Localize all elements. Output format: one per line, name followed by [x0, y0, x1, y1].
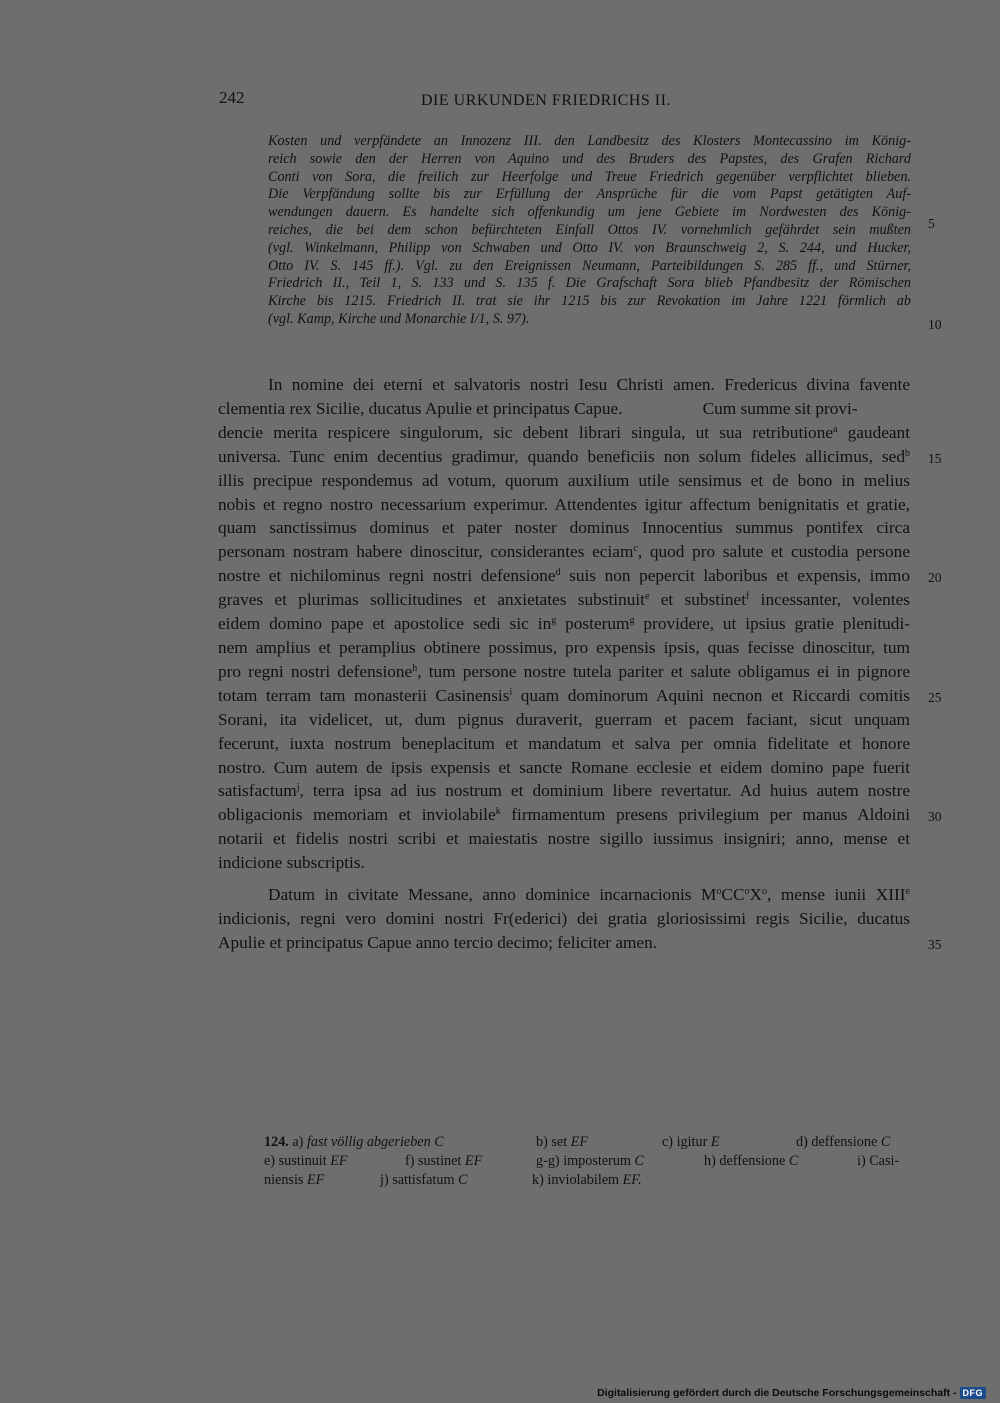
text-fragment: dencie merita respicere singulorum, sic debent librari singula, ut sua retributione — [218, 422, 834, 442]
text-fragment: indicionis, regni vero domini nostri Fr(ederici) dei gratia gloriosissimi regis Sicilie, ducatus — [218, 908, 910, 928]
apparatus-line — [264, 1133, 910, 1152]
note-label: i) — [857, 1153, 866, 1169]
text-fragment: fecerunt, iuxta nostrum beneplacitum et mandatum et salva per omnia fidelitate et honore — [218, 733, 910, 753]
page-number: 242 — [219, 88, 245, 107]
note-text: igitur — [676, 1134, 708, 1150]
line-number: 25 — [928, 690, 942, 705]
text-fragment: , mense iunii XIII — [766, 885, 906, 905]
text-fragment: illis precipue respondemus ad votum, quorum auxilium utile sensimus et de bono in melius — [218, 470, 910, 490]
note-text: deffensione — [719, 1153, 786, 1169]
note-text: deffensione — [811, 1134, 878, 1150]
text-line — [218, 564, 910, 588]
apparatus-line — [264, 1171, 910, 1190]
note-label: f) — [405, 1153, 415, 1169]
commentary-line: Conti von Sora, die freilich zur Heerfolge und Treue Friedrich gegenüber verpflichtet blieben. — [268, 168, 911, 185]
text-fragment: CC — [721, 885, 745, 905]
commentary-line: reich sowie den der Herren von Aquino und des Bruders des Papstes, des Grafen Richard — [268, 150, 911, 167]
commentary-line: Kirche bis 1215. Friedrich II. trat sie ihr 1215 bis zur Revokation im Jahre 1221 förmlich ab — [268, 293, 911, 310]
text-line — [218, 469, 910, 493]
text-fragment: , tum persone nostre tutela pariter et salute obligamus ei in pignore — [417, 661, 910, 681]
footnote-marker: i — [509, 686, 513, 698]
line-number: 15 — [928, 451, 942, 466]
note-text: inviolabilem — [547, 1172, 620, 1188]
text-fragment: satisfactum — [218, 781, 297, 801]
note-label: a) — [292, 1134, 304, 1150]
note-label: e) — [264, 1153, 276, 1169]
text-fragment: nobis et regno nostro necessarium experimur. Attendentes igitur affectum benignitatis et gratie, — [218, 494, 910, 514]
superscript: o — [744, 886, 750, 898]
text-fragment: obligacionis memoriam et inviolabile — [218, 805, 496, 825]
text-fragment: graves et plurimas sollicitudines et anxietates substinuit — [218, 590, 645, 610]
siglum: EF — [306, 1172, 325, 1188]
text-line — [218, 827, 910, 851]
note-label: j) — [380, 1172, 389, 1188]
siglum: C — [458, 1172, 468, 1188]
text-fragment: nem amplius et peramplius obtinere possimus, pro expensis ipsis, quas fecisse dinoscitur, tum — [218, 637, 910, 657]
footnote-marker: a — [833, 423, 838, 435]
page-header — [219, 88, 919, 118]
siglum: C — [634, 1153, 644, 1169]
siglum: EF — [464, 1153, 483, 1169]
commentary-paragraph — [268, 133, 911, 329]
note-text: sattisfatum — [392, 1172, 455, 1188]
text-fragment: quam dominorum Aquini necnon et Riccardi comitis — [512, 685, 910, 705]
commentary-line: Otto IV. S. 145 ff.). Vgl. zu den Ereignissen Neumann, Parteibildungen S. 285 ff., und Stürner, — [268, 257, 911, 274]
note-label: d) — [796, 1134, 808, 1150]
dating-line — [218, 907, 910, 931]
text-fragment: eidem domino pape et apostolice sedi sic in — [218, 614, 552, 634]
line-number: 10 — [928, 317, 942, 332]
note-label: c) — [662, 1134, 674, 1150]
note-text: set — [551, 1134, 568, 1150]
text-line — [218, 708, 910, 732]
footnote-marker: d — [555, 567, 561, 579]
commentary-line: Kosten und verpfändete an Innozenz III. den Landbesitz des Klosters Montecassino im König- — [268, 133, 911, 149]
commentary-line: (vgl. Winkelmann, Philipp von Schwaben und Otto IV. von Braunschweig 2, S. 244, und Hucker, — [268, 239, 911, 256]
apparatus-entry — [532, 1171, 642, 1190]
text-fragment: In nomine dei eterni et salvatoris nostri Iesu Christi amen. Fredericus divina favente — [268, 375, 910, 394]
text-line — [218, 851, 910, 875]
apparatus-entry — [857, 1152, 899, 1171]
text-fragment: indicione subscriptis. — [218, 853, 365, 873]
text-line — [218, 636, 910, 660]
commentary-line: Friedrich II., Teil 1, S. 133 und S. 135 f. Die Grafschaft Sora blieb Pfandbesitz der Römischen — [268, 275, 911, 292]
apparatus-entry — [405, 1152, 536, 1171]
text-line — [218, 516, 910, 540]
text-fragment: quam sanctissimus dominus et pater noster dominus Innocentius summus pontifex circa — [218, 518, 910, 538]
text-line — [218, 803, 910, 827]
text-line — [218, 779, 910, 803]
text-fragment: incessanter, volentes — [749, 590, 910, 610]
text-line — [218, 445, 910, 469]
apparatus-entry — [662, 1133, 796, 1152]
text-fragment: , quod pro salute et custodia persone — [637, 542, 910, 562]
dfg-logo: DFG — [960, 1387, 987, 1399]
note-text: fast völlig abgerieben C — [306, 1134, 444, 1150]
text-line — [218, 493, 910, 517]
running-title: DIE URKUNDEN FRIEDRICHS II. — [421, 92, 671, 109]
text-fragment: X — [749, 885, 762, 905]
text-line — [218, 397, 910, 421]
footnote-marker: f — [746, 591, 750, 603]
superscript: e — [905, 886, 910, 898]
apparatus-entry — [536, 1133, 662, 1152]
siglum: E — [710, 1134, 720, 1150]
dating-line — [218, 931, 910, 955]
note-text: imposterum — [563, 1153, 631, 1169]
charter-text — [218, 373, 910, 955]
siglum: C — [788, 1153, 799, 1169]
text-line — [218, 612, 910, 636]
text-line — [218, 540, 910, 564]
note-label: g-g) — [536, 1153, 560, 1169]
text-fragment: clementia rex Sicilie, ducatus Apulie et principatus Capue. — [218, 398, 623, 418]
text-fragment: pro regni nostri defensione — [218, 661, 413, 681]
note-text: niensis — [264, 1172, 304, 1188]
line-number: 30 — [928, 809, 942, 824]
text-fragment: Sorani, ita videlicet, ut, dum pignus duraverit, guerram et pacem faciant, sicut unquam — [218, 709, 910, 729]
line-number: 35 — [928, 937, 942, 952]
footnote-marker: b — [905, 447, 910, 459]
note-text: sustinuit — [278, 1153, 327, 1169]
text-fragment: gaudeant — [837, 422, 910, 442]
apparatus-entry — [264, 1152, 405, 1171]
text-line — [218, 660, 910, 684]
footer-text: Digitalisierung gefördert durch die Deutsche Forschungsgemeinschaft - — [597, 1387, 957, 1399]
note-text: sustinet — [418, 1153, 462, 1169]
superscript: o — [761, 886, 767, 898]
apparatus-entry — [796, 1133, 890, 1152]
apparatus-entry — [536, 1152, 704, 1171]
text-line — [218, 421, 910, 445]
footnote-marker: e — [644, 591, 650, 603]
entry-number: 124. — [264, 1134, 289, 1150]
note-label: k) — [532, 1172, 544, 1188]
text-fragment: suis non pepercit laboribus et expensis, immo — [560, 566, 910, 586]
footnote-marker: c — [633, 543, 638, 555]
text-fragment: nostro. Cum autem de ipsis expensis et sancte Romane ecclesie et eidem domino pape fuerit — [218, 757, 910, 777]
funding-footer — [597, 1384, 986, 1402]
siglum: C — [880, 1134, 891, 1150]
siglum: EF. — [622, 1172, 642, 1188]
text-line — [218, 373, 910, 397]
siglum: EF — [330, 1153, 348, 1169]
apparatus-entry — [380, 1171, 532, 1190]
paragraph-gap — [218, 875, 910, 883]
commentary-line: wendungen dauern. Es handelte sich offenkundig um jene Gebiete im Nordwesten des König- — [268, 204, 911, 221]
text-fragment: firmamentum presens privilegium per manus Aldoini — [500, 805, 910, 825]
text-line — [218, 732, 910, 756]
text-fragment: posterum — [556, 614, 630, 634]
text-fragment: Apulie et principatus Capue anno tercio decimo; feliciter amen. — [218, 932, 658, 952]
footnote-marker: g — [551, 615, 557, 627]
line-number: 5 — [928, 216, 935, 231]
footnote-marker: g — [629, 615, 635, 627]
footnote-marker: k — [495, 806, 501, 818]
commentary-line: Die Verpfändung sollte bis zur Erfüllung der Ansprüche für die vom Papst getätigten Auf- — [268, 186, 911, 203]
text-fragment: Datum in civitate Messane, anno dominice incarnacionis M — [268, 885, 717, 905]
text-line — [218, 756, 910, 780]
siglum: EF — [570, 1134, 589, 1150]
apparatus-entry — [264, 1171, 380, 1190]
text-line — [218, 588, 910, 612]
note-label: b) — [536, 1134, 548, 1150]
text-fragment: personam nostram habere dinoscitur, considerantes eciam — [218, 542, 634, 562]
text-line — [218, 684, 910, 708]
commentary-line: reiches, die bei dem schon befürchteten Einfall Ottos IV. vornehmlich gefährdet sein mußten — [268, 221, 911, 238]
text-fragment: , terra ipsa ad ius nostrum et dominium libere revertatur. Ad huius autem nostre — [299, 781, 910, 801]
superscript: o — [716, 886, 722, 898]
apparatus-entry — [704, 1152, 857, 1171]
note-label: h) — [704, 1153, 716, 1169]
commentary-line: (vgl. Kamp, Kirche und Monarchie I/1, S. 97). — [268, 310, 530, 327]
text-fragment: Cum summe sit provi- — [702, 398, 858, 418]
apparatus-line — [264, 1152, 910, 1171]
apparatus-entry — [264, 1133, 536, 1152]
text-fragment: notarii et fidelis nostri scribi et maiestatis nostre sigillo iussimus insigniri; anno, mense et — [218, 829, 910, 849]
text-fragment: nostre et nichilominus regni nostri defensione — [218, 566, 556, 586]
text-fragment: et substinet — [649, 590, 746, 610]
text-fragment: universa. Tunc enim decentius gradimur, quando beneficiis non solum fideles allicimus, sed — [218, 446, 905, 466]
line-number: 20 — [928, 570, 942, 585]
footnote-marker: j — [296, 782, 300, 794]
critical-apparatus — [264, 1133, 910, 1190]
text-fragment: providere, ut ipsius gratie plenitudi- — [634, 614, 910, 634]
note-text: Casi- — [869, 1153, 900, 1169]
text-fragment: totam terram tam monasterii Casinensis — [218, 685, 510, 705]
dating-line — [218, 883, 910, 907]
footnote-marker: h — [412, 662, 418, 674]
